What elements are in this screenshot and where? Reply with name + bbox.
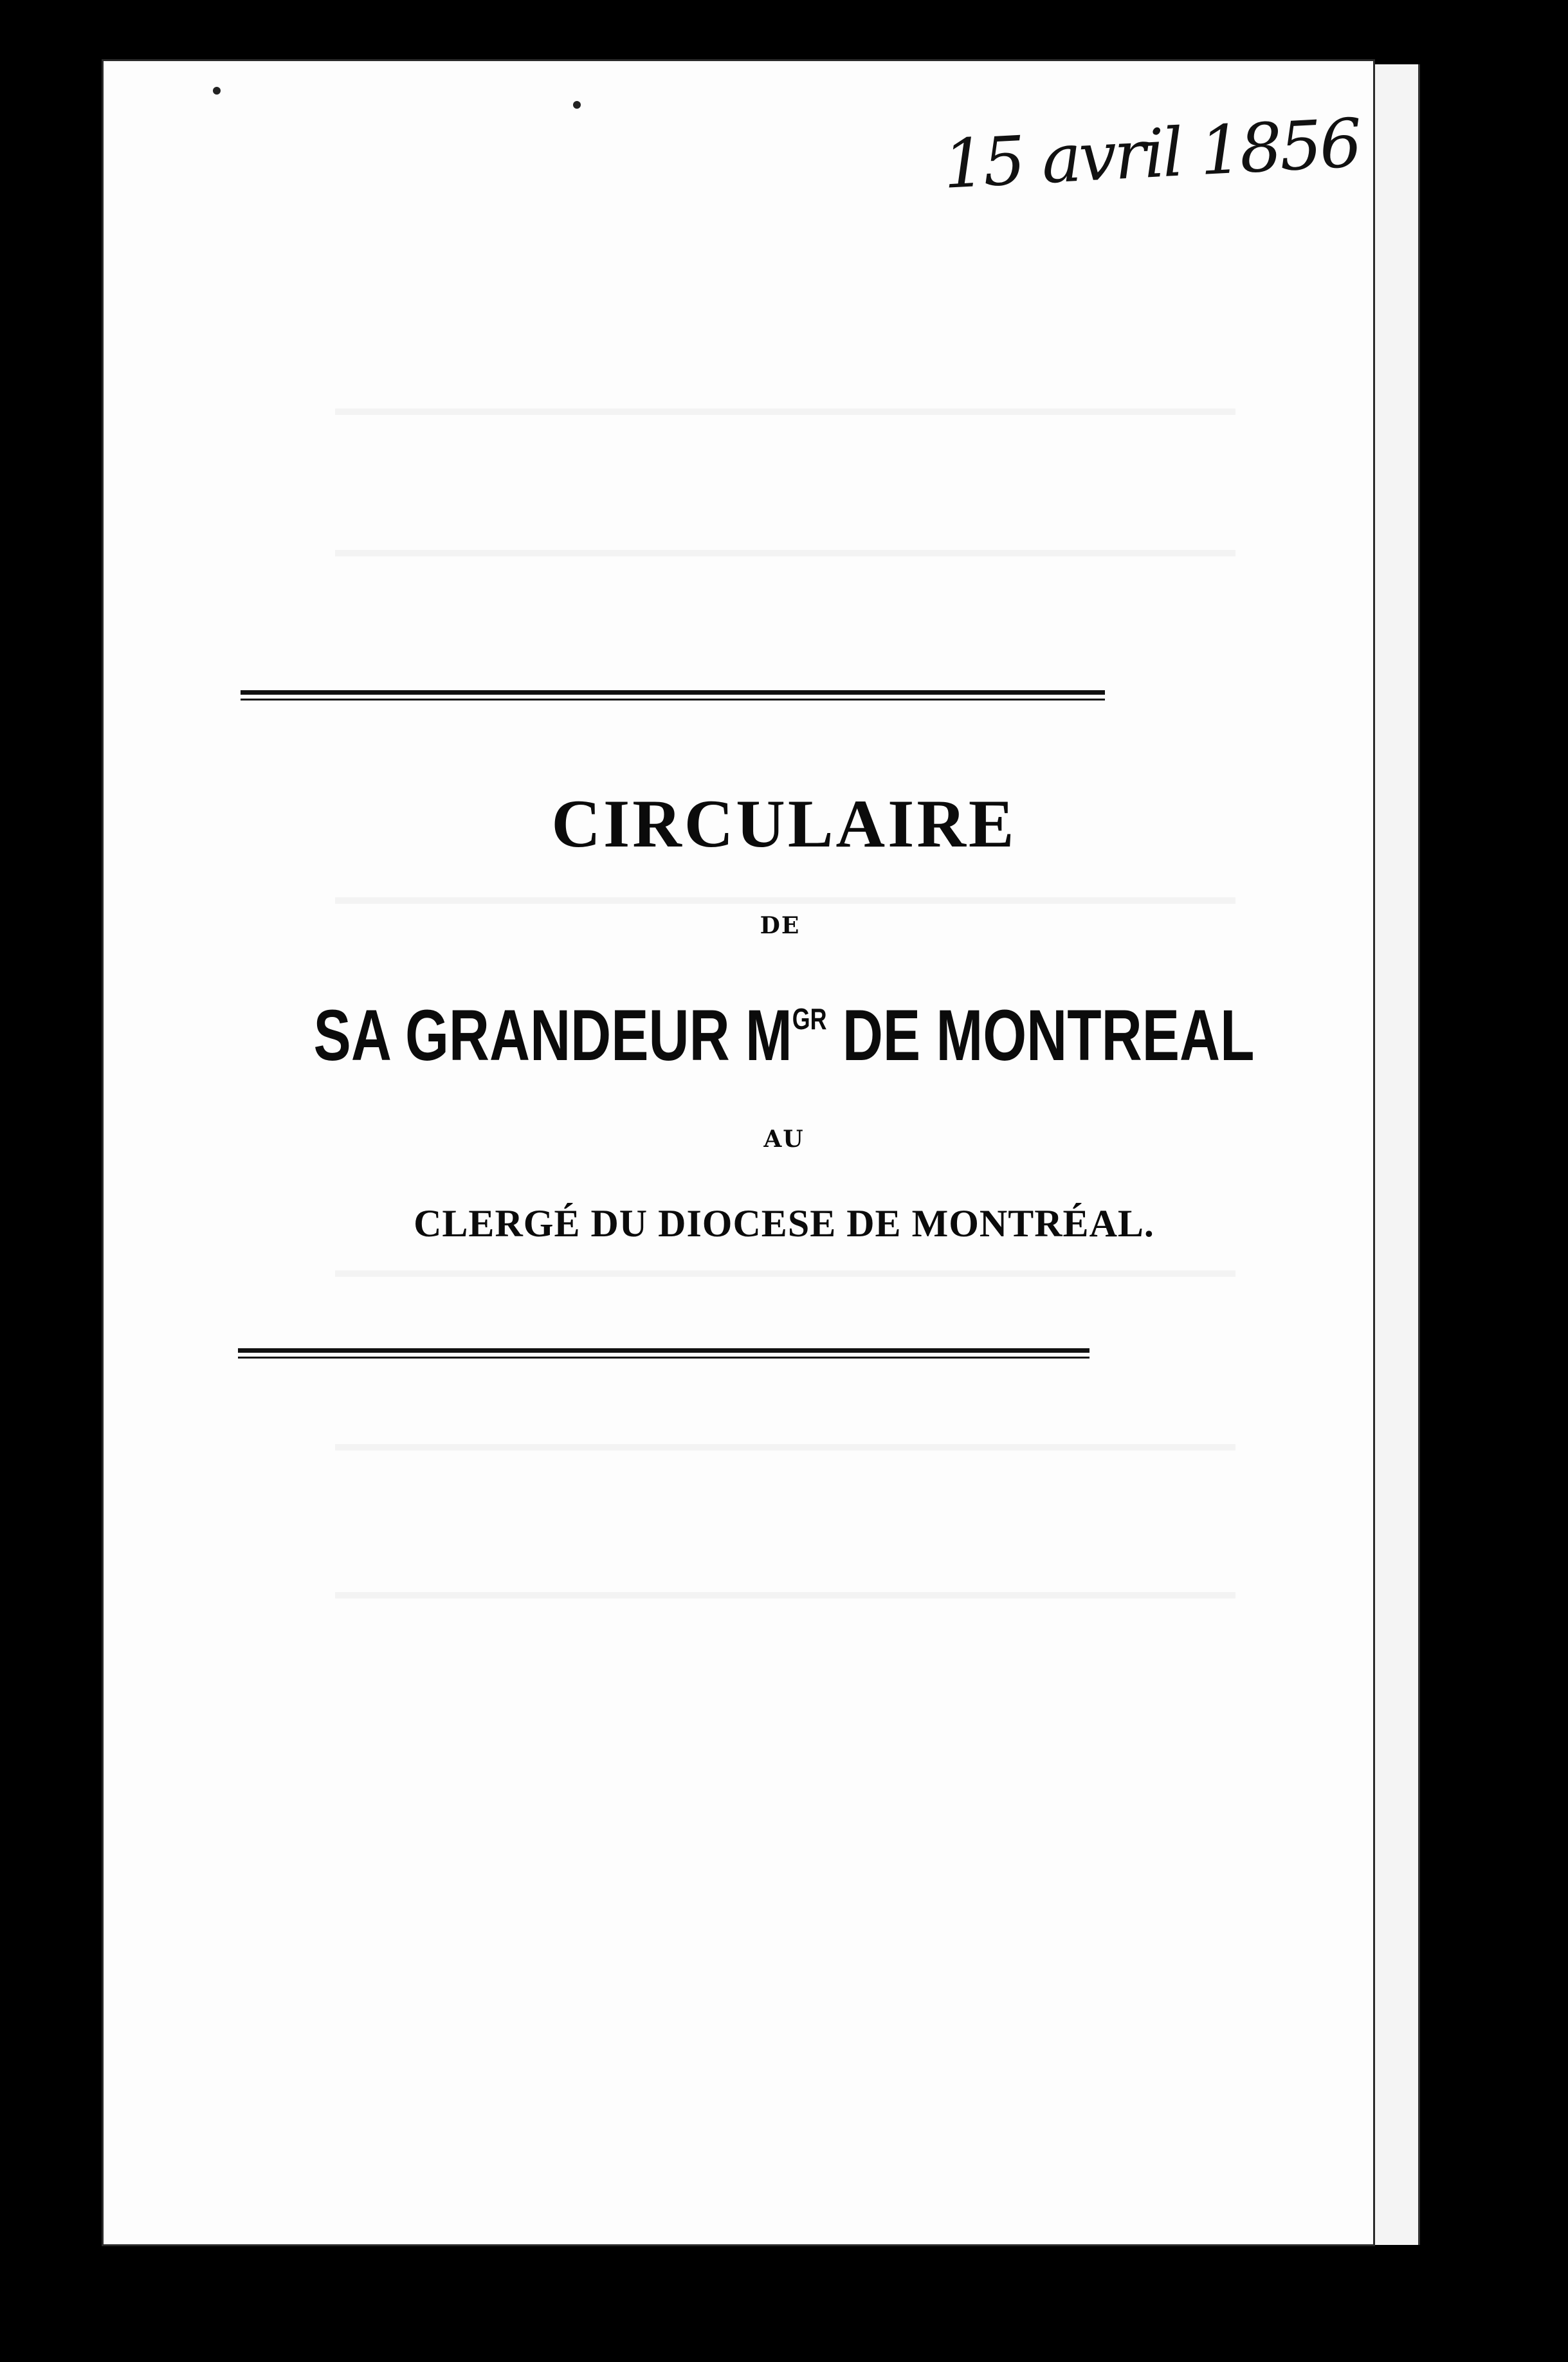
bleed-through	[335, 550, 1235, 556]
main-heading-superscript: GR	[792, 1002, 827, 1036]
bottom-double-rule	[238, 1348, 1089, 1359]
main-heading-tail: DE MONTREAL	[842, 995, 1255, 1076]
bleed-through	[335, 408, 1235, 415]
bleed-through	[335, 1270, 1235, 1277]
handwritten-date-annotation: 15 avril 1856	[941, 104, 1362, 204]
clergy-line: CLERGÉ DU DIOCESE DE MONTRÉAL.	[414, 1202, 1154, 1245]
ink-speck	[213, 87, 221, 95]
main-heading	[172, 994, 1396, 1077]
top-double-rule	[241, 690, 1105, 700]
bleed-through	[335, 1592, 1235, 1598]
bleed-through	[335, 897, 1235, 904]
document-title: CIRCULAIRE	[551, 786, 1017, 861]
document-page	[102, 59, 1375, 2246]
line-de: DE	[760, 912, 801, 939]
ink-speck	[573, 101, 581, 109]
line-au: AU	[763, 1126, 805, 1153]
bleed-through	[335, 1444, 1235, 1451]
main-heading-text: SA GRANDEUR M	[313, 995, 792, 1076]
